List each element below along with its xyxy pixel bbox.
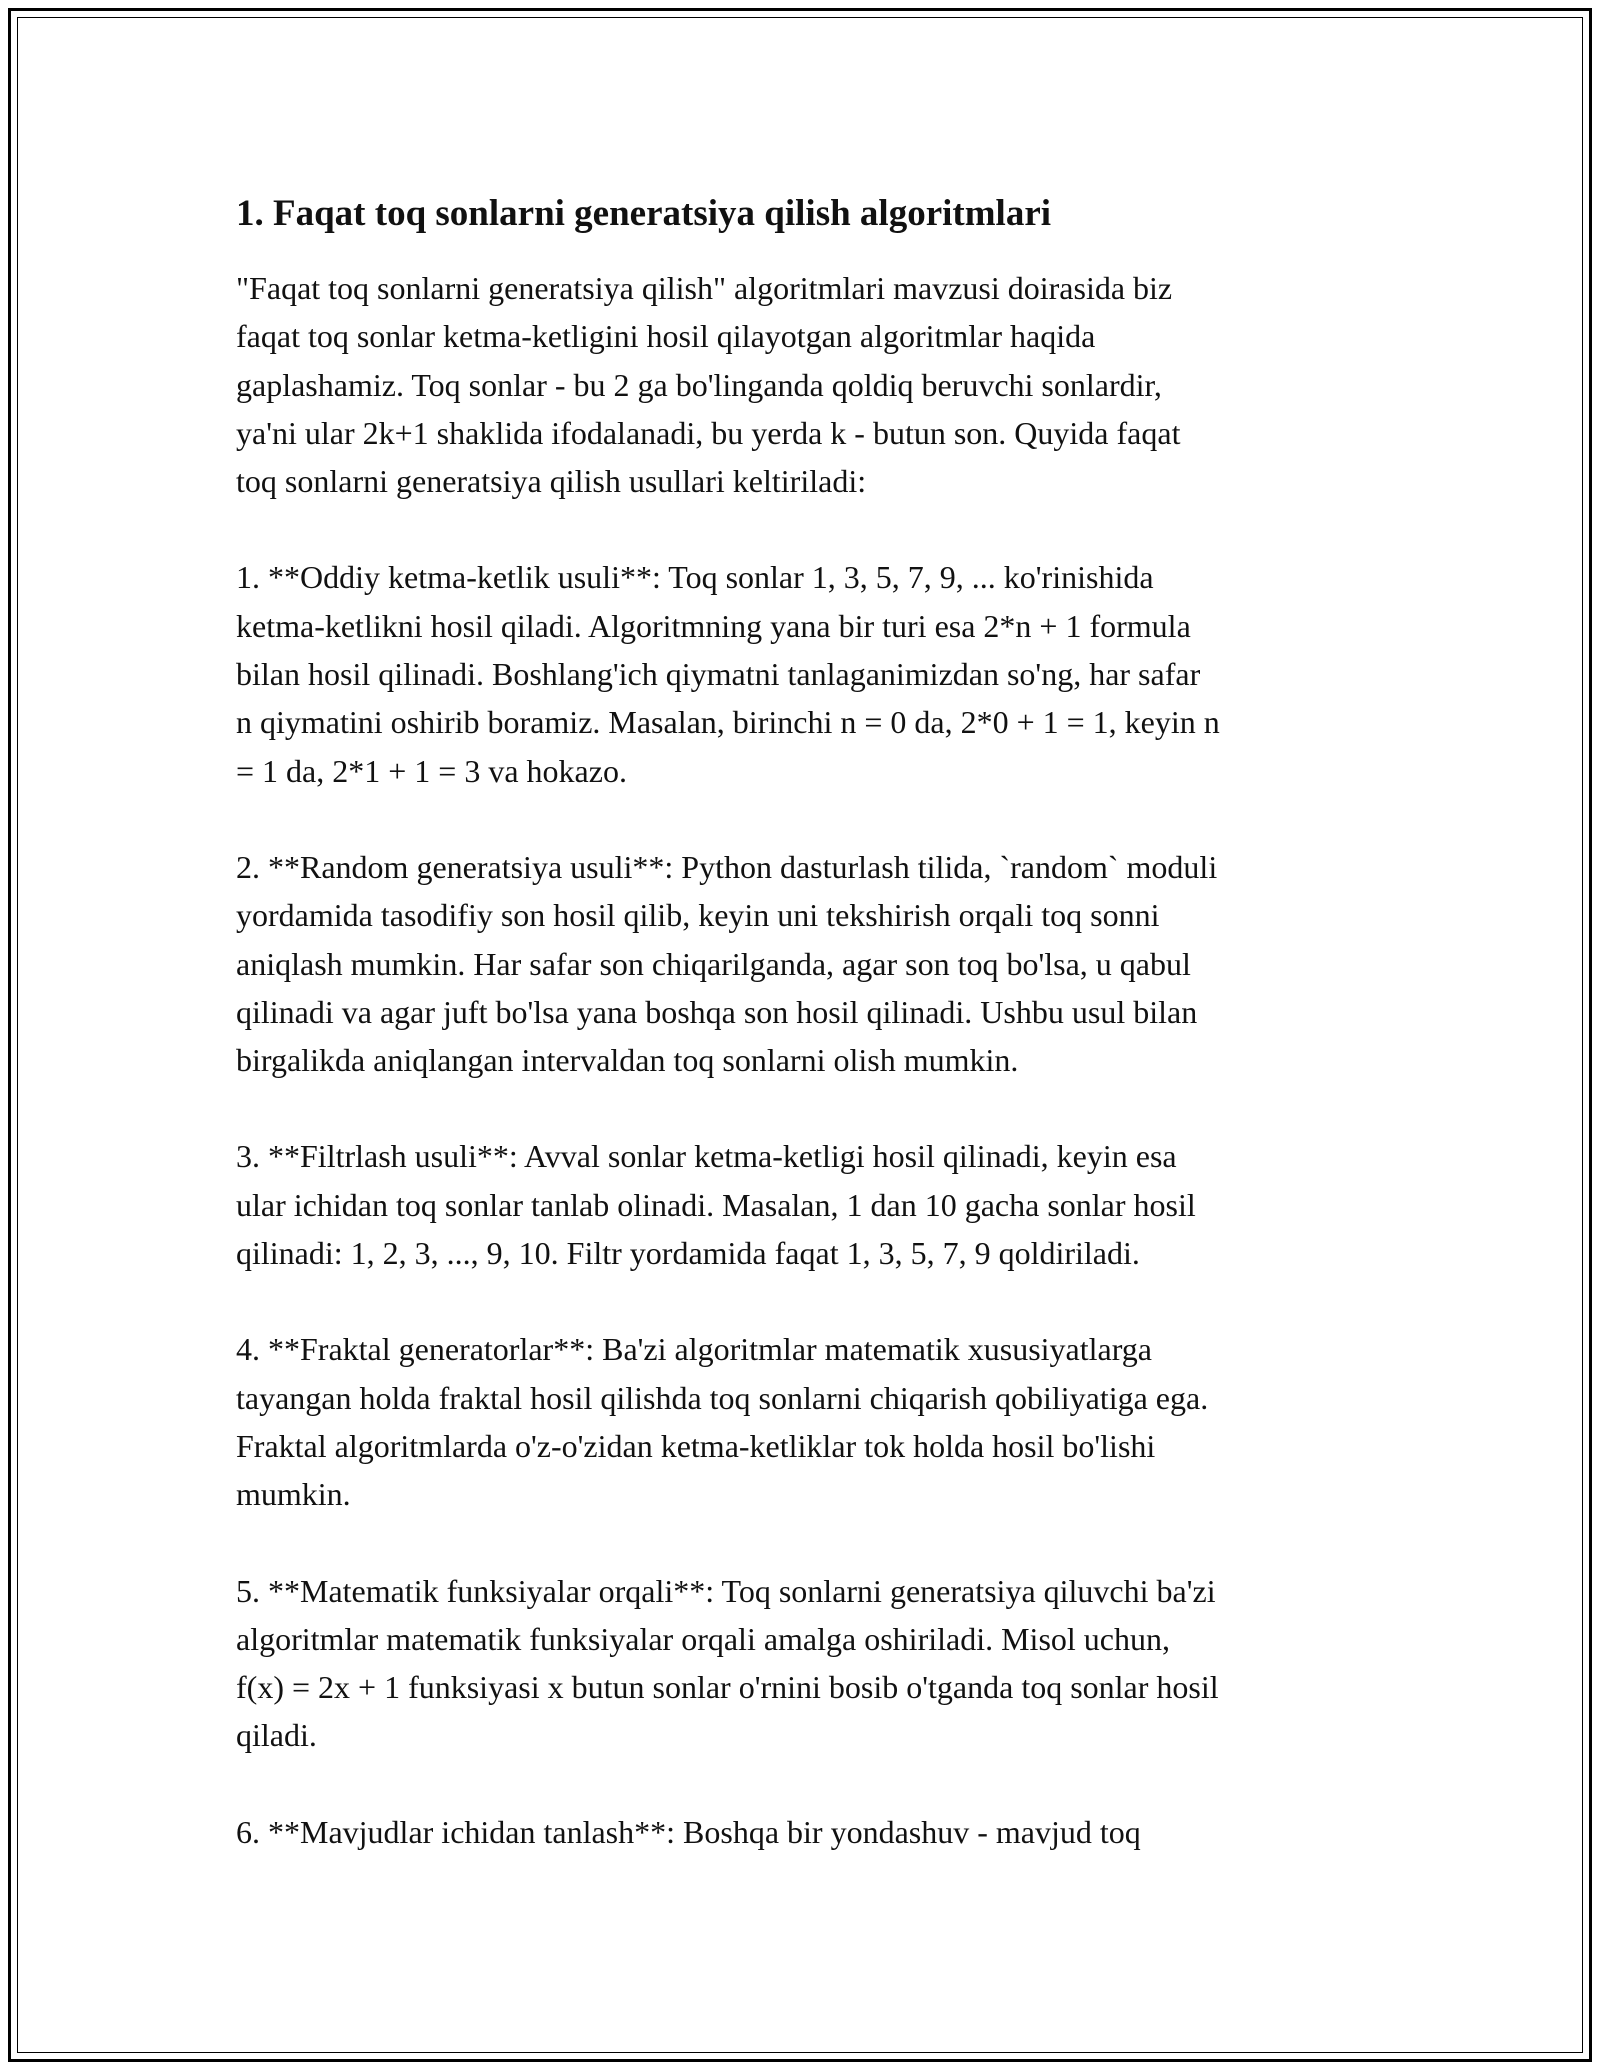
intro-paragraph: "Faqat toq sonlarni generatsiya qilish" algoritmlari mavzusi doirasida biz faqat toq sonlar ketma-ketligini hosil qilayotgan algoritmlar haqida gaplashamiz. Toq sonlar - bu 2 ga bo'linganda qoldiq beruvchi sonlardir, ya'ni ular 2k+1 shaklida ifodalanadi, bu yerda k - butun son. Quyida faqat toq sonlarni generatsiya qilish usullari keltiriladi:	[236, 270, 1181, 500]
method-4-paragraph: 4. **Fraktal generatorlar**: Ba'zi algoritmlar matematik xususiyatlarga tayangan holda fraktal hosil qilishda toq sonlarni chiqarish qobiliyatiga ega. Fraktal algoritmlarda o'z-o'zidan ketma-ketliklar tok holda hosil bo'lishi mumkin.	[236, 1331, 1209, 1513]
section-heading: 1. Faqat toq sonlarni generatsiya qilish algoritmlari	[236, 193, 1052, 234]
method-6-paragraph: 6. **Mavjudlar ichidan tanlash**: Boshqa bir yondashuv - mavjud toq	[236, 1813, 1141, 1850]
method-1-paragraph: 1. **Oddiy ketma-ketlik usuli**: Toq sonlar 1, 3, 5, 7, 9, ... ko'rinishida ketma-ketlikni hosil qiladi. Algoritmning yana bir turi esa 2*n + 1 formula bilan hosil qilinadi. Boshlang'ich qiymatni tanlaganimizdan so'ng, har safar n qiymatini oshirib boramiz. Masalan, birinchi n = 0 da, 2*0 + 1 = 1, keyin n = 1 da, 2*1 + 1 = 3 va hokazo.	[236, 559, 1220, 789]
method-5-paragraph: 5. **Matematik funksiyalar orqali**: Toq sonlarni generatsiya qiluvchi ba'zi algoritmlar matematik funksiyalar orqali amalga oshiriladi. Misol uchun, f(x) = 2x + 1 funksiyasi x butun sonlar o'rnini bosib o'tganda toq sonlar hosil qiladi.	[236, 1572, 1219, 1754]
document-body	[236, 190, 1376, 1904]
method-2-paragraph: 2. **Random generatsiya usuli**: Python dasturlash tilida, `random` moduli yordamida tasodifiy son hosil qilib, keyin uni tekshirish orqali toq sonni aniqlash mumkin. Har safar son chiqarilganda, agar son toq bo'lsa, u qabul qilinadi va agar juft bo'lsa yana boshqa son hosil qilinadi. Ushbu usul bilan birgalikda aniqlangan intervaldan toq sonlarni olish mumkin.	[236, 848, 1218, 1079]
method-3-paragraph: 3. **Filtrlash usuli**: Avval sonlar ketma-ketligi hosil qilinadi, keyin esa ular ichidan toq sonlar tanlab olinadi. Masalan, 1 dan 10 gacha sonlar hosil qilinadi: 1, 2, 3, ..., 9, 10. Filtr yordamida faqat 1, 3, 5, 7, 9 qoldiriladi.	[236, 1138, 1196, 1272]
